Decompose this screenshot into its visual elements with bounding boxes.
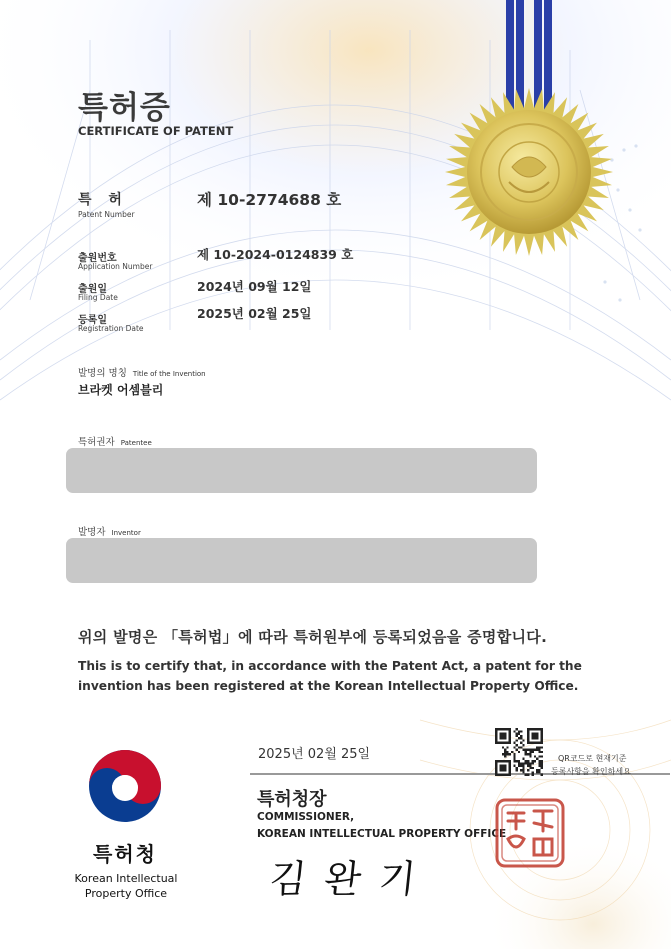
office-name-ko: 특허청 — [93, 842, 157, 866]
patentee-redacted-box — [66, 448, 537, 493]
commissioner-title-en2: KOREAN INTELLECTUAL PROPERTY OFFICE — [257, 828, 507, 840]
qr-instruction-line2: 등록사항을 확인하세요 — [551, 767, 631, 776]
invention-title-value: 브라켓 어셈블리 — [78, 383, 164, 397]
patent-number-label-english: Patent Number — [78, 210, 135, 219]
qr-instruction-line1: QR코드로 현재기준 — [558, 754, 627, 763]
gold-seal-icon — [444, 87, 614, 257]
office-name-en-line2: Property Office — [84, 887, 168, 900]
patentee-label — [78, 434, 152, 448]
registration-date-label: 등록일 — [78, 315, 107, 326]
certificate-title: 특허증 — [78, 90, 171, 126]
inventor-label — [78, 524, 141, 538]
inventor-label-ko: 발명자 — [78, 527, 106, 538]
certification-statement-en-line1: This is to certify that, in accordance with the Patent Act, a patent for the — [78, 659, 582, 673]
certificate-title-english: CERTIFICATE OF PATENT — [78, 124, 234, 138]
filing-date-label-english: Filing Date — [78, 293, 118, 302]
patent-number-value: 제 10-2774688 호 — [197, 191, 342, 209]
application-number-value: 제 10-2024-0124839 호 — [197, 247, 354, 262]
commissioner-title-ko: 특허청장 — [257, 789, 327, 810]
inventor-redacted-box — [66, 538, 537, 583]
certification-statement-ko: 위의 발명은 「특허법」에 따라 특허원부에 등록되었음을 증명합니다. — [78, 628, 548, 646]
filing-date-value: 2024년 09월 12일 — [197, 279, 312, 294]
invention-title-label-ko: 발명의 명칭 — [78, 368, 127, 379]
inventor-label-english: Inventor — [111, 529, 141, 537]
application-number-label-english: Application Number — [78, 262, 153, 271]
patentee-label-ko: 특허권자 — [78, 437, 115, 448]
qr-code-icon — [495, 728, 543, 776]
invention-title-label — [78, 365, 206, 379]
filing-date-label: 출원일 — [78, 284, 107, 295]
application-number-label: 출원번호 — [78, 253, 117, 264]
certification-statement-en-line2: invention has been registered at the Korean Intellectual Property Office. — [78, 679, 579, 693]
issue-date: 2025년 02월 25일 — [258, 747, 371, 762]
registration-date-label-english: Registration Date — [78, 324, 144, 333]
invention-title-label-english: Title of the Invention — [132, 370, 206, 378]
official-red-stamp-icon — [494, 797, 566, 869]
taegeuk-logo-icon — [87, 748, 163, 824]
registration-date-value: 2025년 02월 25일 — [197, 306, 312, 321]
patent-number-label: 특 허 — [78, 192, 128, 208]
commissioner-signature: 김완기 — [267, 857, 437, 901]
office-name-en-line1: Korean Intellectual — [74, 872, 178, 885]
commissioner-title-en1: COMMISSIONER, — [257, 811, 355, 823]
patentee-label-english: Patentee — [120, 439, 152, 447]
